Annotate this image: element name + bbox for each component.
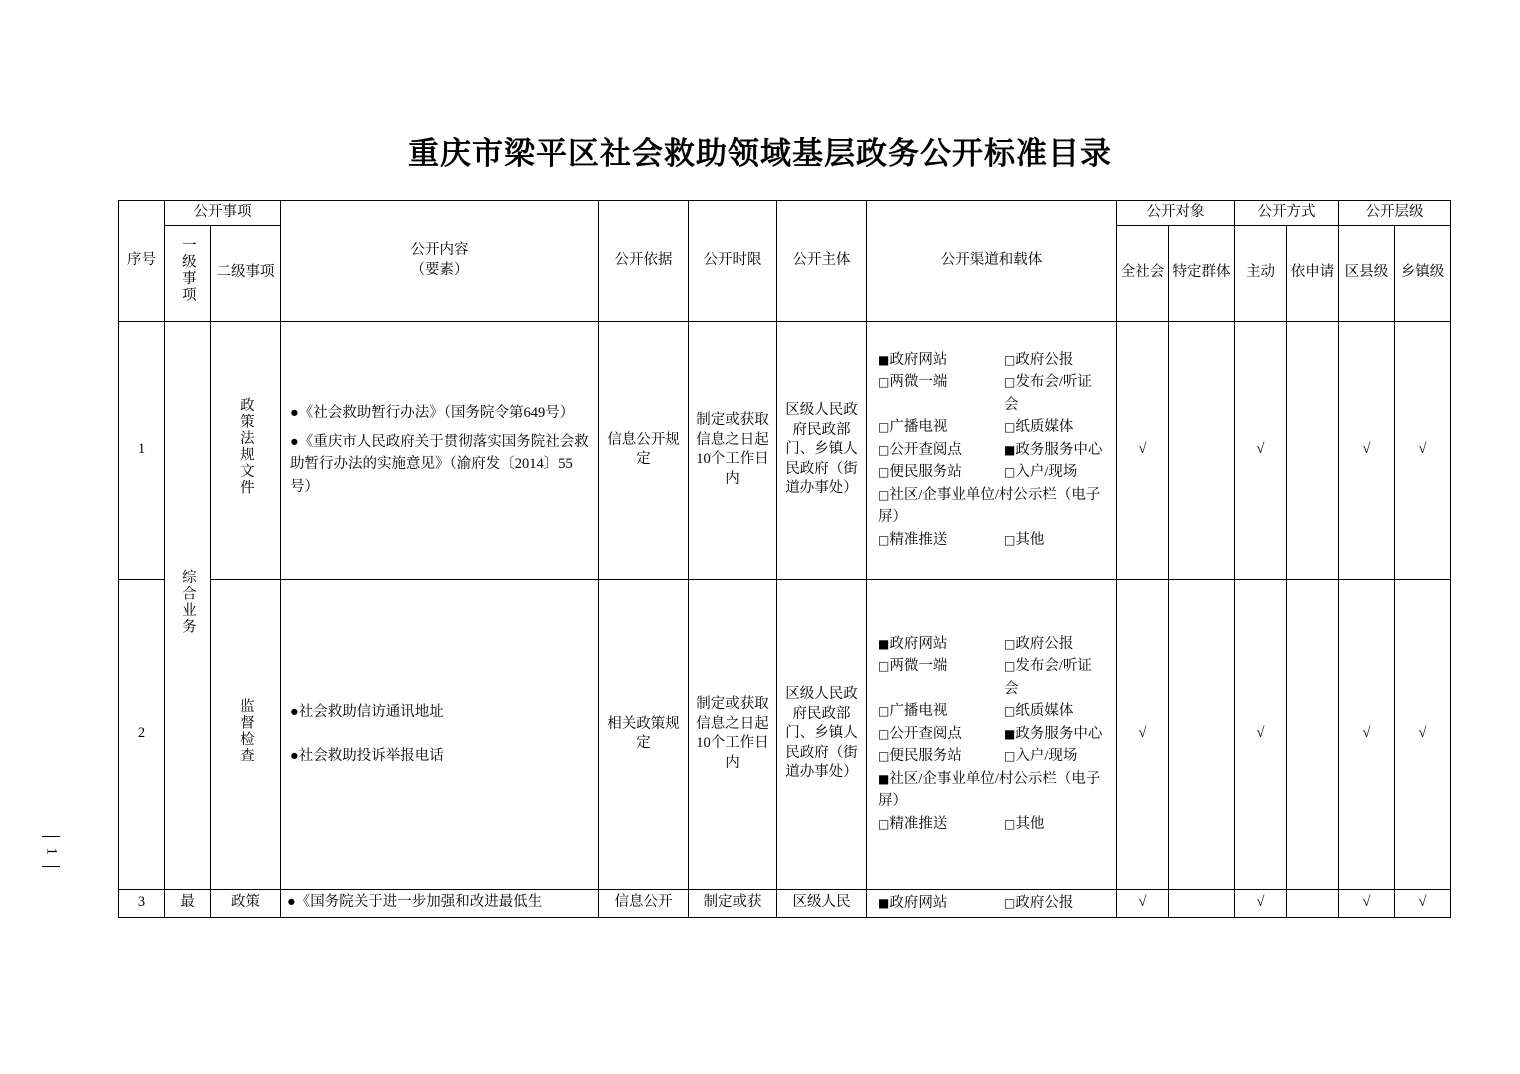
header-all-society: 全社会 [1117,225,1169,321]
row-level2: 政策法规文件 [211,321,281,579]
row-level1: 最 [165,889,211,917]
row-township: √ [1395,889,1451,917]
header-group-public-matter: 公开事项 [165,201,281,226]
row-district: √ [1339,321,1395,579]
row-specific-group [1169,321,1235,579]
row-on-request [1287,889,1339,917]
row-township: √ [1395,321,1451,579]
channel-radio-tv: □广播电视 [878,703,948,720]
header-specific-group: 特定群体 [1169,225,1235,321]
row-on-request [1287,321,1339,579]
row-active: √ [1235,321,1287,579]
channel-other: □其他 [1004,815,1045,832]
row-all-society: √ [1117,321,1169,579]
channel-press-hearing: □发布会/听证会 [1004,374,1092,413]
header-level1: 一级事项 [165,225,211,321]
channel-radio-tv: □广播电视 [878,419,948,436]
channel-community-bulletin: ■社区/企事业单位/村公示栏（电子屏） [878,770,1101,810]
header-subject: 公开主体 [777,201,867,322]
row-specific-group [1169,889,1235,917]
channel-gov-website: ■政府网站 [878,351,948,368]
channel-paper-media: □纸质媒体 [1004,703,1074,720]
header-group-method: 公开方式 [1235,201,1339,226]
row-deadline: 制定或获取信息之日起10个工作日内 [689,579,777,889]
channel-paper-media: □纸质媒体 [1004,419,1074,436]
row-specific-group [1169,579,1235,889]
header-basis: 公开依据 [599,201,689,322]
row-deadline: 制定或获 [689,889,777,917]
channel-gov-website: ■政府网站 [878,635,948,652]
row-level2: 监督检查 [211,579,281,889]
row-active: √ [1235,889,1287,917]
header-group-level: 公开层级 [1339,201,1451,226]
channel-two-wei-one-duan: □两微一端 [878,658,948,675]
channel-gov-gazette: □政府公报 [1004,635,1074,652]
row-content [281,321,599,579]
row-seq: 3 [119,889,165,917]
header-on-request: 依申请 [1287,225,1339,321]
row-district: √ [1339,889,1395,917]
row-basis: 相关政策规定 [599,579,689,889]
channel-gov-service-center: ■政务服务中心 [1004,725,1103,742]
row-channels [867,889,1117,917]
row-seq: 1 [119,321,165,579]
page-title: 重庆市梁平区社会救助领域基层政务公开标准目录 [408,136,1112,171]
row-channels [867,579,1117,889]
content-item: ●《重庆市人民政府关于贯彻落实国务院社会救助暂行办法的实施意见》（渝府发〔2014〕55号） [290,433,589,495]
header-level2: 二级事项 [211,225,281,321]
channel-press-hearing: □发布会/听证会 [1004,658,1092,697]
page-number-marker [36,830,66,873]
row-all-society: √ [1117,889,1169,917]
channel-convenience-station: □便民服务站 [878,748,962,765]
channel-convenience-station: □便民服务站 [878,464,962,481]
row-township: √ [1395,579,1451,889]
row-subject: 区级人民政府民政部门、乡镇人民政府（街道办事处） [777,579,867,889]
row-seq: 2 [119,579,165,889]
table-row [119,579,1451,889]
row-deadline: 制定或获取信息之日起10个工作日内 [689,321,777,579]
header-township: 乡镇级 [1395,225,1451,321]
header-content-line1: 公开内容 （要素） [410,242,469,278]
row-content [281,579,599,889]
row-level2: 政策 [211,889,281,917]
header-content [281,201,599,322]
row-level1: 综合业务 [165,321,211,889]
content-item: ●《社会救助暂行办法》（国务院令第649号） [290,405,575,422]
page-number: 1 [43,847,60,855]
table-row [119,321,1451,579]
row-all-society: √ [1117,579,1169,889]
header-group-audience: 公开对象 [1117,201,1235,226]
content-item: ●社会救助投诉举报电话 [290,748,444,765]
channel-door-to-door: □入户/现场 [1004,748,1078,765]
channel-public-reading: □公开查阅点 [878,441,962,458]
row-channels [867,321,1117,579]
channel-other: □其他 [1004,531,1045,548]
channel-community-bulletin: □社区/企事业单位/村公示栏（电子屏） [878,486,1101,526]
header-channel: 公开渠道和载体 [867,201,1117,322]
row-basis: 信息公开规定 [599,321,689,579]
row-subject: 区级人民政府民政部门、乡镇人民政府（街道办事处） [777,321,867,579]
content-item: ●社会救助信访通讯地址 [290,703,444,720]
row-on-request [1287,579,1339,889]
channel-gov-gazette: □政府公报 [1004,894,1074,911]
row-district: √ [1339,579,1395,889]
header-deadline: 公开时限 [689,201,777,322]
channel-gov-service-center: ■政务服务中心 [1004,441,1103,458]
table-row [119,889,1451,917]
row-basis: 信息公开 [599,889,689,917]
header-district: 区县级 [1339,225,1395,321]
row-active: √ [1235,579,1287,889]
channel-gov-website: ■政府网站 [878,894,948,911]
channel-public-reading: □公开查阅点 [878,725,962,742]
row-subject: 区级人民 [777,889,867,917]
channel-gov-gazette: □政府公报 [1004,351,1074,368]
standard-catalog-table [118,200,1451,918]
channel-door-to-door: □入户/现场 [1004,464,1078,481]
channel-two-wei-one-duan: □两微一端 [878,374,948,391]
channel-precise-push: □精准推送 [878,815,948,832]
row-content: ●《国务院关于进一步加强和改进最低生 [281,889,599,917]
header-seq: 序号 [119,201,165,322]
table-group-header-row [119,201,1451,226]
header-active: 主动 [1235,225,1287,321]
channel-precise-push: □精准推送 [878,531,948,548]
